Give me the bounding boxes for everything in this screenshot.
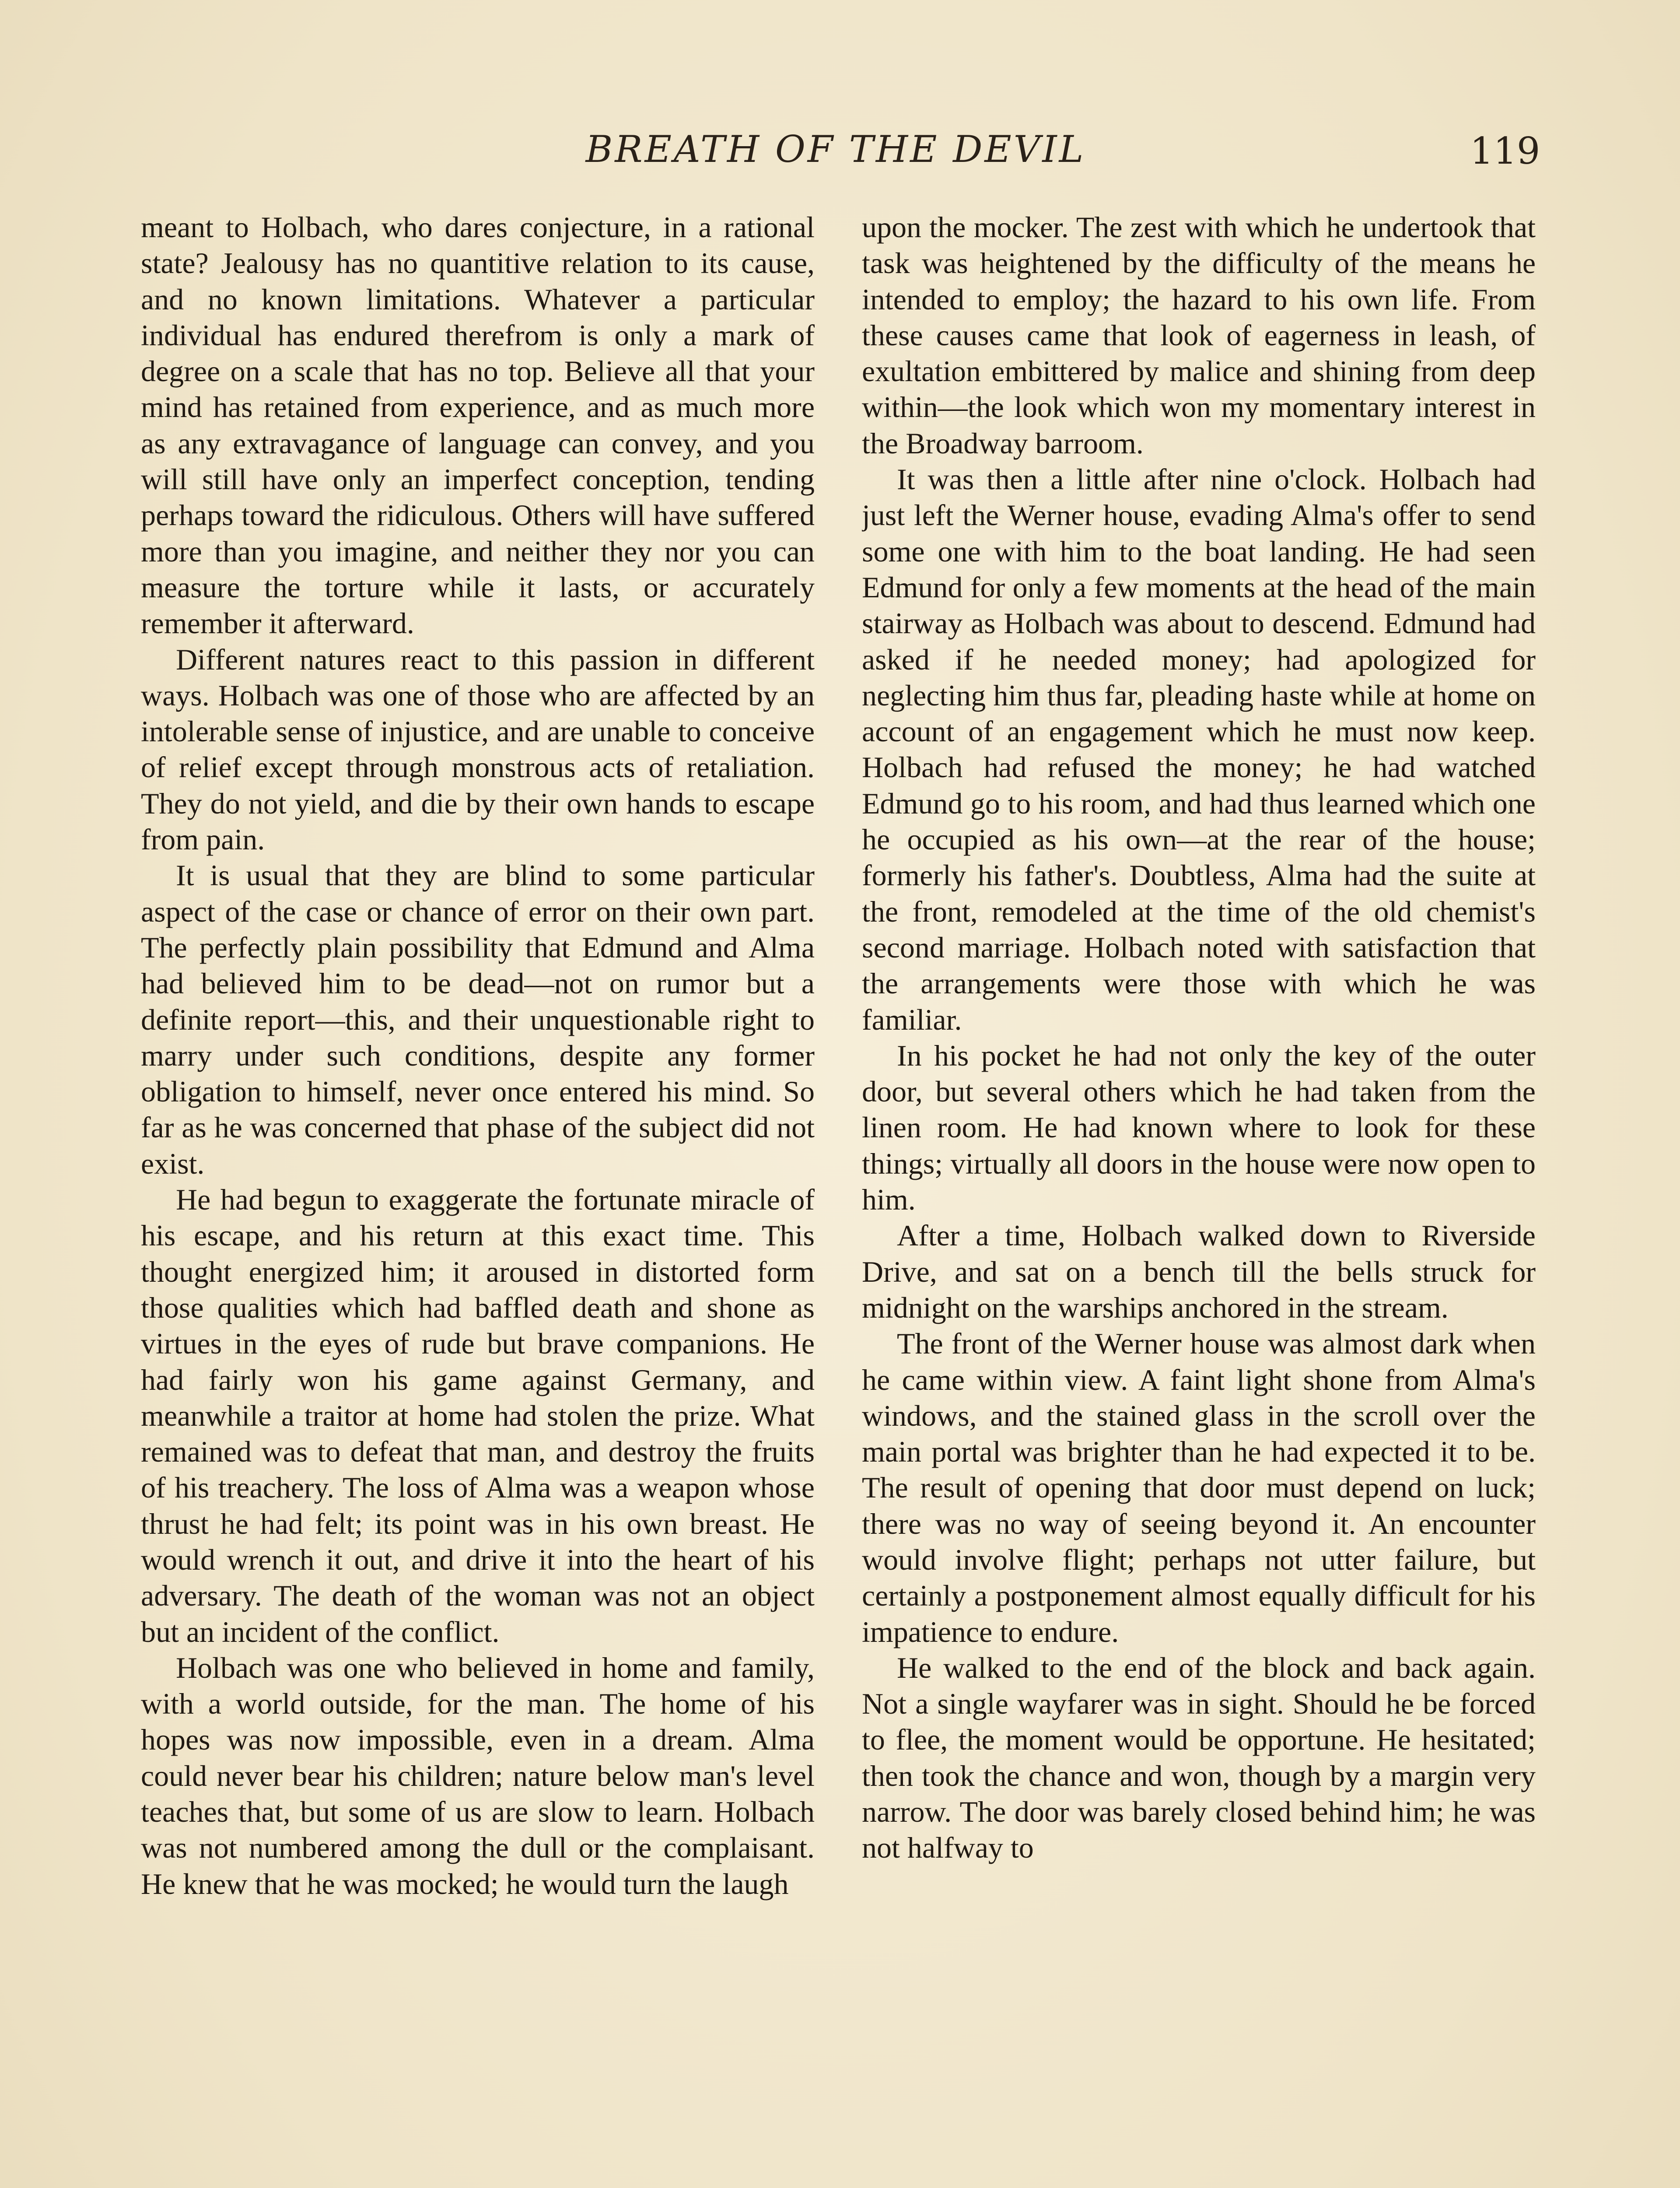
running-title: BREATH OF THE DEVIL	[585, 128, 1086, 171]
paragraph: He had begun to exaggerate the fortunate miracle of his escape, and his return at this exact time. This thought energized him; it aroused in distorted form those qualities which had baffled death and shone as virtues in the eyes of rude but brave companions. He had fairly won his game against Germany, and meanwhile a traitor at home had stolen the prize. What remained was to defeat that man, and destroy the fruits of his treachery. The loss of Alma was a weapon whose thrust he had felt; its point was in his own breast. He would wrench it out, and drive it into the heart of his adversary. The death of the woman was not an object but an incident of the conflict.	[141, 1183, 815, 1648]
paragraph: In his pocket he had not only the key of the outer door, but several others which he had taken from the linen room. He had known where to look for these things; virtually all doors in the house were now open to him.	[862, 1038, 1536, 1217]
paragraph: Different natures react to this passion in different ways. Holbach was one of those who are affected by an intolerable sense of injustice, and are unable to conceive of relief except through monstrous acts of retaliation. They do not yield, and die by their own hands to escape from pain.	[141, 642, 815, 856]
paragraph: meant to Holbach, who dares conjecture, in a rational state? Jealousy has no quantitive relation to its cause, and no known limitations. Whatever a particular individual has endured therefrom is only a mark of degree on a scale that has no top. Believe all that your mind has retained from experience, and as much more as any extravagance of language can convey, and you will still have only an imperfect conception, tending perhaps toward the ridiculous. Others will have suffered more than you imagine, and neither they nor you can measure the torture while it lasts, or accurately remember it afterward.	[141, 210, 815, 640]
page-number: 119	[1470, 130, 1540, 172]
paragraph: The front of the Werner house was almost dark when he came within view. A faint light shone from Alma's windows, and the stained glass in the scroll over the main portal was brighter than he had expected it to be. The result of opening that door must depend on luck; there was no way of seeing beyond it. An encounter would involve flight; perhaps not utter failure, but certainly a postponement almost equally difficult for his impatience to endure.	[862, 1327, 1536, 1648]
right-column	[862, 209, 1536, 2188]
paragraph: It was then a little after nine o'clock. Holbach had just left the Werner house, evading Alma's offer to send some one with him to the boat landing. He had seen Edmund for only a few moments at the head of the main stairway as Holbach was about to descend. Edmund had asked if he needed money; had apologized for neglecting him thus far, pleading haste while at home on account of an engagement which he must now keep. Holbach had refused the money; he had watched Edmund go to his room, and had thus learned which one he occupied as his own—at the rear of the house; formerly his father's. Doubtless, Alma had the suite at the front, remodeled at the time of the old chemist's second marriage. Holbach noted with satisfaction that the arrangements were those with which he was familiar.	[862, 463, 1536, 1036]
paragraph: He walked to the end of the block and back again. Not a single wayfarer was in sight. Should he be forced to flee, the moment would be opportune. He hesitated; then took the chance and won, though by a margin very narrow. The door was barely closed behind him; he was not halfway to	[862, 1651, 1536, 1865]
paragraph: After a time, Holbach walked down to Riverside Drive, and sat on a bench till the bells struck for midnight on the warships anchored in the stream.	[862, 1219, 1536, 1324]
left-column	[141, 209, 815, 2188]
paragraph: Holbach was one who believed in home and family, with a world outside, for the man. The home of his hopes was now impossible, even in a dream. Alma could never bear his children; nature below man's level teaches that, but some of us are slow to learn. Holbach was not numbered among the dull or the complaisant. He knew that he was mocked; he would turn the laugh	[141, 1651, 815, 1900]
paragraph: upon the mocker. The zest with which he undertook that task was heightened by the difficulty of the means he intended to employ; the hazard to his own life. From these causes came that look of eagerness in leash, of exultation embittered by malice and shining from deep within—the look which won my momentary interest in the Broadway barroom.	[862, 210, 1536, 460]
paragraph: It is usual that they are blind to some particular aspect of the case or chance of error on their own part. The perfectly plain possibility that Edmund and Alma had believed him to be dead—not on rumor but a definite report—this, and their unquestionable right to marry under such conditions, despite any former obligation to himself, never once entered his mind. So far as he was concerned that phase of the subject did not exist.	[141, 859, 815, 1180]
